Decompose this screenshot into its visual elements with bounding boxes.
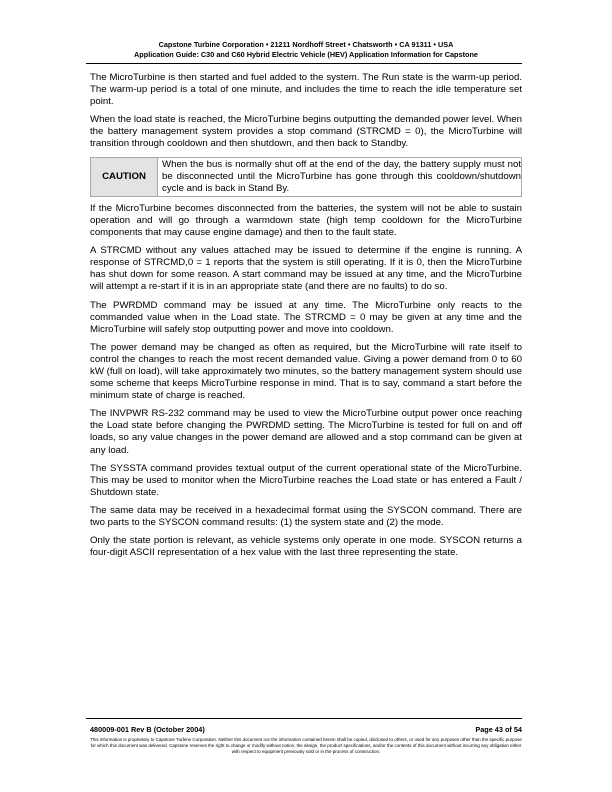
caution-label: CAUTION bbox=[91, 158, 158, 196]
document-body bbox=[90, 72, 522, 565]
body-paragraph-invpwr: The INVPWR RS-232 command may be used to view the MicroTurbine output power once reaching the Load state before changing the PWRDMD setting. The MicroTurbine is tested for full on and off loads, so any value changes in the power demand are allowed and a stop command can be given at any load. bbox=[90, 408, 522, 456]
header-address-line: Capstone Turbine Corporation • 21211 Nordhoff Street • Chatsworth • CA 91311 • USA bbox=[158, 40, 454, 49]
caution-box bbox=[90, 157, 522, 197]
header-divider bbox=[86, 63, 522, 64]
body-paragraph-power-demand: The power demand may be changed as often as required, but the MicroTurbine will rate itself to control the changes to reach the most recent demanded value. Giving a power demand from 0 to 60 kW (full on load), will take approximately two minutes, so the battery management system should use some scheme that keeps MicroTurbine response in mind. That is to say, command a start before the minimum state of charge is reached. bbox=[90, 341, 522, 402]
footer-page-number: Page 43 of 54 bbox=[475, 725, 522, 734]
page-header bbox=[40, 40, 572, 61]
header-guide-title: Application Guide: C30 and C60 Hybrid Electric Vehicle (HEV) Application Information for Capstone bbox=[134, 50, 478, 60]
footer-proprietary-notice: This information is proprietary to Capstone Turbine Corporation. Neither this document nor the information contained herein shall be copied, disclosed to others, or used for any purposes other than the specific purpose for which this document was delivered. Capstone reserves the right to change or modify without notice, the design, the product specifications, and/or the contents of this document without incurring any obligation either with respect to equipment previously sold or in the process of construction. bbox=[90, 737, 522, 755]
body-paragraph-syscon: The same data may be received in a hexadecimal format using the SYSCON command. There are two parts to the SYSCON command results: (1) the system state and (2) the mode. bbox=[90, 504, 522, 528]
body-paragraph-disconnect: If the MicroTurbine becomes disconnected from the batteries, the system will not be able to sustain operation and will go through a warmdown state (high temp cooldown for the MicroTurbine components that may cause engine damage) and then to the fault state. bbox=[90, 202, 522, 239]
footer-document-id: 480009-001 Rev B (October 2004) bbox=[90, 725, 205, 734]
body-paragraph-load-state: When the load state is reached, the MicroTurbine begins outputting the demanded power level. When the battery management system provides a stop command (STRCMD = 0), the MicroTurbine will transition through cooldown and then shutdown, and then back to Standby. bbox=[90, 114, 522, 150]
caution-text: When the bus is normally shut off at the end of the day, the battery supply must not be disconnected until the MicroTurbine has gone through this cooldown/shutdown cycle and is back in Stand By. bbox=[162, 158, 521, 194]
footer-divider bbox=[86, 718, 522, 719]
body-paragraph-run-state: The MicroTurbine is then started and fuel added to the system. The Run state is the warm-up period. The warm-up period is a total of one minute, and includes the time to reach the idle temperature set point. bbox=[90, 72, 522, 108]
body-paragraph-pwrdmd: The PWRDMD command may be issued at any time. The MicroTurbine only reacts to the commanded value when in the Load state. The STRCMD = 0 may be given at any time and the MicroTurbine will safely stop outputting power and move into cooldown. bbox=[90, 299, 522, 335]
body-paragraph-state-portion: Only the state portion is relevant, as vehicle systems only operate in one mode. SYSCON returns a four-digit ASCII representation of a hex value with the last three representing the state. bbox=[90, 535, 522, 559]
body-paragraph-strcmd: A STRCMD without any values attached may be issued to determine if the engine is running. A response of STRCMD,0 = 1 reports that the system is still operating. If it is 0, then the MicroTurbine has shut down for some reason. A start command may be issued at any time, and the MicroTurbine will attempt a re-start if it is in an appropriate state (and there are no faults) to do so. bbox=[90, 245, 522, 293]
body-paragraph-syssta: The SYSSTA command provides textual output of the current operational state of the MicroTurbine. This may be used to monitor when the MicroTurbine reaches the Load state or has entered a Fault / Shutdown state. bbox=[90, 462, 522, 498]
